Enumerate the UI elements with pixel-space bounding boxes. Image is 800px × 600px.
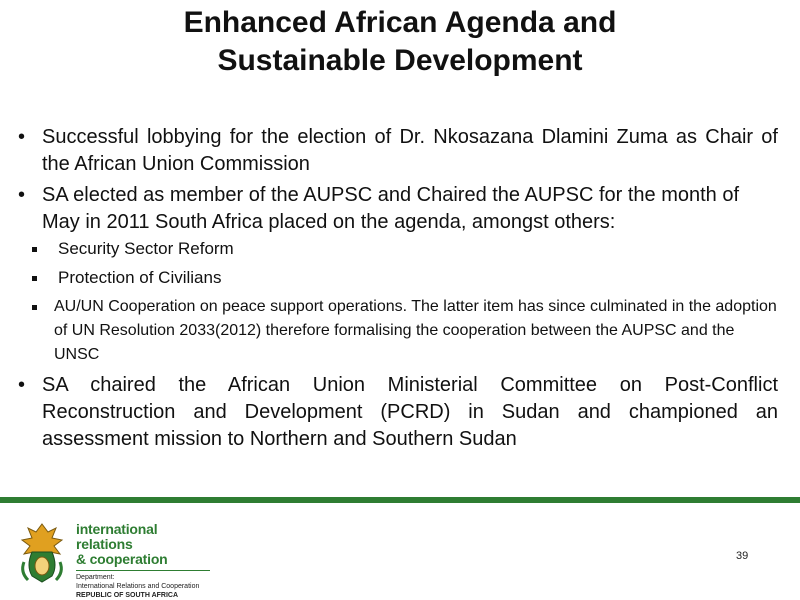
square-bullet-icon bbox=[32, 276, 37, 281]
bullet-item bbox=[18, 372, 778, 453]
department-label: Department: bbox=[76, 574, 115, 581]
logo-line-1: international relations bbox=[76, 521, 158, 552]
page-number: 39 bbox=[736, 550, 749, 562]
bullet-list bbox=[18, 124, 778, 453]
sub-bullet-item bbox=[18, 266, 778, 290]
title-line-2: Sustainable Development bbox=[217, 44, 583, 77]
square-bullet-icon bbox=[32, 247, 37, 252]
country-name: REPUBLIC OF SOUTH AFRICA bbox=[76, 592, 179, 599]
title-line-1: Enhanced African Agenda and bbox=[183, 6, 617, 39]
sub-bullet-text: AU/UN Cooperation on peace support operations. The latter item has since culminated in the adoption of UN Resolution 2033(2012) therefore formalising the cooperation between the AUPSC and the UNSC bbox=[54, 298, 777, 363]
bullet-text: SA elected as member of the AUPSC and Chaired the AUPSC for the month of May in 2011 South Africa placed on the agenda, amongst others: bbox=[42, 184, 740, 233]
sub-bullet-text: Security Sector Reform bbox=[58, 239, 234, 258]
bullet-item bbox=[18, 124, 778, 178]
department-logo bbox=[76, 522, 216, 600]
slide-title bbox=[0, 4, 800, 80]
logo-line-2: & cooperation bbox=[76, 551, 168, 567]
department-name: International Relations and Cooperation bbox=[76, 583, 200, 590]
footer-rule bbox=[0, 497, 800, 503]
logo-divider bbox=[76, 570, 210, 571]
sub-bullet-item bbox=[18, 295, 778, 367]
bullet-item bbox=[18, 182, 778, 367]
bullet-dot-icon: • bbox=[18, 374, 26, 396]
slide-content bbox=[18, 124, 778, 457]
coat-of-arms-icon bbox=[18, 522, 66, 584]
bullet-dot-icon: • bbox=[18, 126, 26, 148]
sub-bullet-item bbox=[18, 237, 778, 261]
bullet-text: Successful lobbying for the election of Dr. Nkosazana Dlamini Zuma as Chair of the African Union Commission bbox=[42, 126, 778, 175]
sub-bullet-text: Protection of Civilians bbox=[58, 268, 222, 287]
bullet-text: SA chaired the African Union Ministerial Committee on Post-Conflict Reconstruction and Development (PCRD) in Sudan and championed an assessment mission to Northern and Southern Sudan bbox=[42, 374, 778, 450]
sub-bullet-list bbox=[42, 237, 778, 367]
bullet-dot-icon: • bbox=[18, 184, 26, 206]
square-bullet-icon bbox=[32, 305, 37, 310]
